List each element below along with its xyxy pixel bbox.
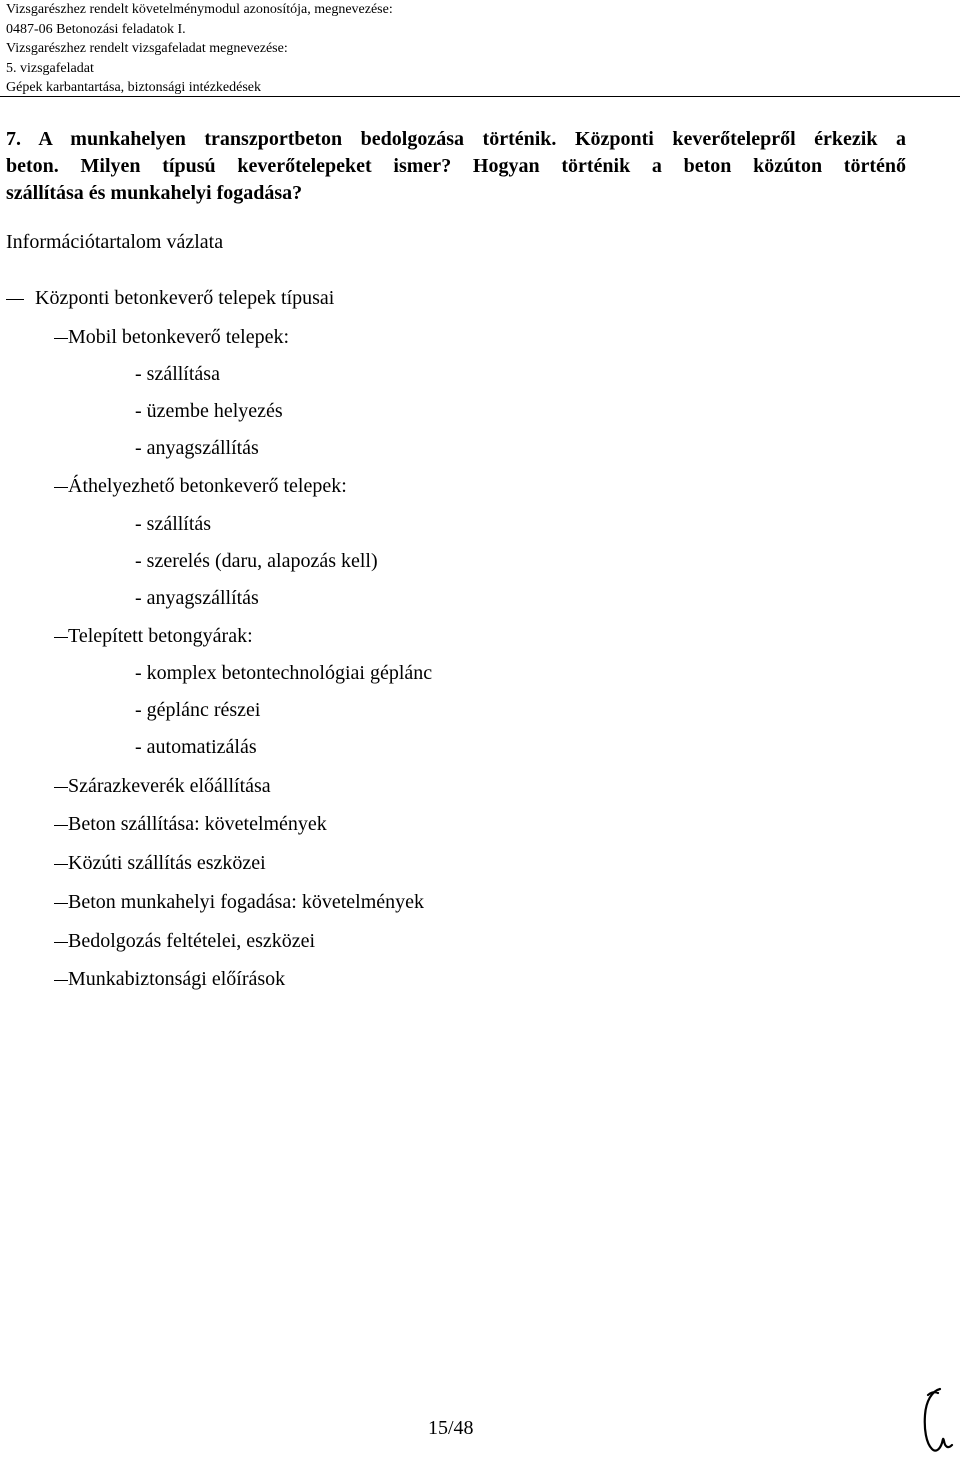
dash-bullet (54, 637, 68, 638)
outline-topic (54, 851, 266, 875)
topic-text: Közúti szállítás eszközei (68, 852, 266, 874)
header-module-name: 0487-06 Betonozási feladatok I. (6, 21, 186, 37)
outline-topic (54, 967, 285, 991)
header-task-name: Gépek karbantartása, biztonsági intézkedések (6, 80, 262, 95)
dash-bullet (54, 487, 68, 488)
outline-topic (54, 929, 315, 953)
topic-text: Munkabiztonsági előírások (68, 968, 286, 990)
list-item: - automatizálás (135, 736, 257, 758)
dash-bullet (54, 338, 68, 339)
question-line-1: 7. A munkahelyen transzportbeton bedolgozása történik. Központi keverőtelepről érkezik a (6, 128, 906, 150)
list-item: - géplánc részei (135, 699, 261, 721)
installed-heading-text: Telepített betongyárak: (68, 625, 253, 647)
page-number: 15/48 (428, 1417, 474, 1439)
topic-text: Szárazkeverék előállítása (68, 775, 271, 797)
relocatable-heading-text: Áthelyezhető betonkeverő telepek: (68, 475, 347, 497)
list-item: - anyagszállítás (135, 587, 259, 609)
outline-mobile-heading (54, 325, 289, 349)
dash-bullet (54, 864, 68, 865)
header-module-label: Vizsgarészhez rendelt követelménymodul azonosítója, megnevezése: (6, 2, 393, 17)
main-heading-text: Központi betonkeverő telepek típusai (35, 287, 335, 309)
list-item: - anyagszállítás (135, 437, 259, 459)
outline-topic (54, 890, 424, 914)
topic-text: Beton munkahelyi fogadása: követelmények (68, 891, 425, 913)
outline-topic (54, 812, 327, 836)
topic-text: Beton szállítása: követelmények (68, 813, 327, 835)
dash-bullet (54, 787, 68, 788)
question-line-2: beton. Milyen típusú keverőtelepeket ismer? Hogyan történik a beton közúton történő (6, 155, 906, 177)
question-line-3: szállítása és munkahelyi fogadása? (6, 182, 303, 204)
dash-bullet (54, 942, 68, 943)
dash-bullet (54, 903, 68, 904)
list-item: - komplex betontechnológiai géplánc (135, 662, 433, 684)
dash-bullet (54, 825, 68, 826)
handwritten-initial (918, 1385, 958, 1462)
header-task-number: 5. vizsgafeladat (6, 60, 94, 76)
list-item: - szállítása (135, 363, 220, 385)
header-task-label: Vizsgarészhez rendelt vizsgafeladat megnevezése: (6, 41, 288, 56)
document-header (6, 0, 393, 98)
list-item: - szállítás (135, 513, 212, 535)
outline-installed-heading (54, 624, 253, 648)
header-divider (0, 96, 960, 97)
outline-main-heading (6, 286, 334, 310)
outline-relocatable-heading (54, 474, 347, 498)
dash-bullet (54, 980, 68, 981)
list-item: - szerelés (daru, alapozás kell) (135, 550, 378, 572)
dash-bullet (6, 299, 24, 300)
outline-title: Információtartalom vázlata (6, 231, 224, 253)
mobile-heading-text: Mobil betonkeverő telepek: (68, 326, 290, 348)
topic-text: Bedolgozás feltételei, eszközei (68, 930, 316, 952)
exam-question (6, 126, 906, 207)
list-item: - üzembe helyezés (135, 400, 283, 422)
outline-topic (54, 774, 271, 798)
